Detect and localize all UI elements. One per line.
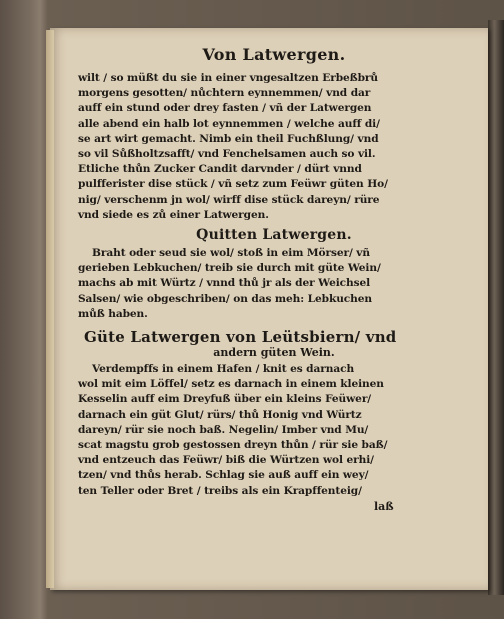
text-line: můß haben. [78, 307, 148, 320]
section-subheading: andern güten Wein. [213, 346, 335, 360]
text-line: nig/ verschenm jn wol/ wirff dise stück dareyn/ rüre [78, 193, 380, 206]
text-line: gerieben Lebkuchen/ treib sie durch mit güte Wein/ [78, 262, 381, 275]
text-line: dareyn/ rür sie noch baß. Negelin/ Imber vnd Mu/ [78, 423, 369, 436]
section-heading-quitten: Quitten Latwergen. [196, 227, 352, 244]
section-heading-leutsbiern: Güte Latwergen von Leütsbiern/ vnd [84, 328, 397, 347]
text-line: Kesselin auff eim Dreyfuß über ein kleins Feüwer/ [78, 393, 372, 406]
text-line: Braht oder seud sie wol/ stoß in eim Mörser/ vñ [92, 247, 370, 260]
page-edges [488, 20, 504, 595]
text-line: alle abend ein halb lot eynnemmen / welche auff di/ [78, 117, 380, 130]
text-line: Etliche thůn Zucker Candit darvnder / dürt vnnd [78, 163, 362, 176]
text-line: vnd siede es zů einer Latwergen. [78, 208, 269, 221]
text-line: scat magstu grob gestossen dreyn thůn / rür sie baß/ [78, 439, 388, 452]
text-line: se art wirt gemacht. Nimb ein theil Fuchßlung/ vnd [78, 132, 379, 145]
text-line: auff ein stund oder drey fasten / vñ der Latwergen [78, 102, 372, 115]
text-line: morgens gesotten/ nůchtern eynnemmen/ vnd dar [78, 87, 371, 100]
text-line: ten Teller oder Bret / treibs als ein Krapffenteig/ [78, 484, 362, 497]
catchword: laß [374, 500, 394, 513]
text-line: vnd entzeuch das Feüwr/ biß die Würtzen wol erhi/ [78, 454, 374, 467]
text-line: Salsen/ wie obgeschriben/ on das meh: Lebkuchen [78, 292, 372, 305]
paragraph-2 [78, 246, 470, 322]
paragraph-3 [78, 362, 470, 499]
text-line: pulfferister dise stück / vñ setz zum Feüwr güten Ho/ [78, 178, 388, 191]
running-head: Von Latwergen. [202, 45, 346, 64]
paragraph-1 [78, 71, 470, 223]
text-line: wilt / so müßt du sie in einer vngesaltzen Erbeßbrů [78, 72, 379, 84]
text-line: wol mit eim Löffel/ setz es darnach in einem kleinen [78, 378, 384, 391]
text-line: darnach ein güt Glut/ rürs/ thů Honig vnd Würtz [78, 408, 362, 421]
text-line: so vil Sůßholtzsafft/ vnd Fenchelsamen auch so vil. [78, 148, 376, 161]
text-line: machs ab mit Würtz / vnnd thů jr als der Weichsel [78, 277, 371, 290]
book-gutter [46, 30, 54, 588]
text-line: Verdempffs in einem Hafen / knit es darnach [92, 363, 355, 376]
page-text [78, 45, 470, 499]
text-line: tzen/ vnd thůs herab. Schlag sie auß auff ein wey/ [78, 469, 369, 482]
